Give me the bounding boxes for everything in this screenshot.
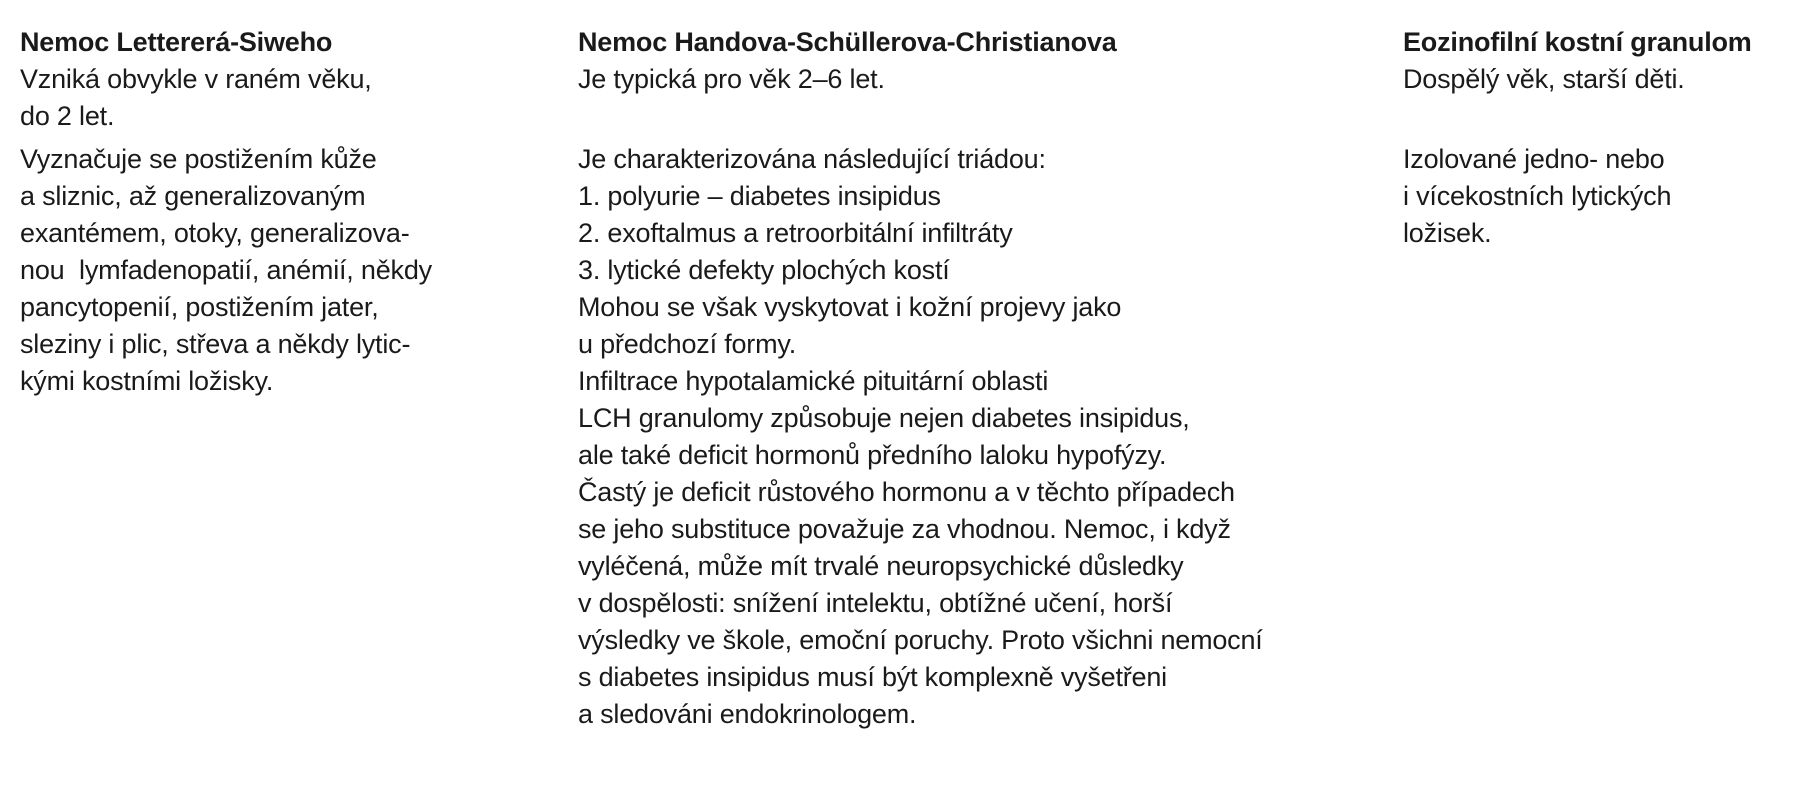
description-block [1403, 141, 1803, 252]
column-heading: Eozinofilní kostní granulom [1403, 27, 1752, 57]
column-hand-schuller-christian [578, 24, 1378, 733]
description-line: sleziny i plic, střeva a někdy lytic- [20, 329, 411, 359]
description-line: 1. polyurie – diabetes insipidus [578, 181, 941, 211]
description-line: i vícekostních lytických [1403, 181, 1672, 211]
age-block [578, 61, 1378, 98]
age-line: Vzniká obvykle v raném věku, [20, 64, 372, 94]
description-line: se jeho substituce považuje za vhodnou. Nemoc, i když [578, 514, 1231, 544]
description-line: Infiltrace hypotalamické pituitární oblasti [578, 366, 1049, 396]
description-line: 2. exoftalmus a retroorbitální infiltráty [578, 218, 1013, 248]
description-line: Vyznačuje se postižením kůže [20, 144, 377, 174]
column-eosinophilic-granuloma [1403, 24, 1803, 252]
age-block [20, 61, 560, 135]
description-line: u předchozí formy. [578, 329, 796, 359]
column-letterer-siwe [20, 24, 560, 400]
description-line: ale také deficit hormonů předního laloku hypofýzy. [578, 440, 1167, 470]
age-line: Dospělý věk, starší děti. [1403, 64, 1685, 94]
description-line: Mohou se však vyskytovat i kožní projevy jako [578, 292, 1122, 322]
column-heading: Nemoc Handova-Schüllerova-Christianova [578, 27, 1117, 57]
description-line: ložisek. [1403, 218, 1492, 248]
description-line: Izolované jedno- nebo [1403, 144, 1665, 174]
description-line: Častý je deficit růstového hormonu a v těchto případech [578, 477, 1235, 507]
age-block [1403, 61, 1803, 98]
age-line: do 2 let. [20, 101, 115, 131]
description-line: 3. lytické defekty plochých kostí [578, 255, 950, 285]
description-line: kými kostními ložisky. [20, 366, 274, 396]
description-line: a sliznic, až generalizovaným [20, 181, 366, 211]
age-line: Je typická pro věk 2–6 let. [578, 64, 885, 94]
description-line: Je charakterizována následující triádou: [578, 144, 1046, 174]
description-line: s diabetes insipidus musí být komplexně vyšetřeni [578, 662, 1167, 692]
description-line: nou lymfadenopatií, anémií, někdy [20, 255, 432, 285]
description-line: LCH granulomy způsobuje nejen diabetes insipidus, [578, 403, 1190, 433]
description-line: pancytopenií, postižením jater, [20, 292, 379, 322]
description-line: a sledováni endokrinologem. [578, 699, 917, 729]
description-line: exantémem, otoky, generalizova- [20, 218, 410, 248]
description-block [20, 141, 560, 400]
description-line: v dospělosti: snížení intelektu, obtížné učení, horší [578, 588, 1173, 618]
description-line: vyléčená, může mít trvalé neuropsychické důsledky [578, 551, 1184, 581]
description-block [578, 141, 1378, 733]
column-heading: Nemoc Lettererá-Siweho [20, 27, 333, 57]
description-line: výsledky ve škole, emoční poruchy. Proto všichni nemocní [578, 625, 1263, 655]
